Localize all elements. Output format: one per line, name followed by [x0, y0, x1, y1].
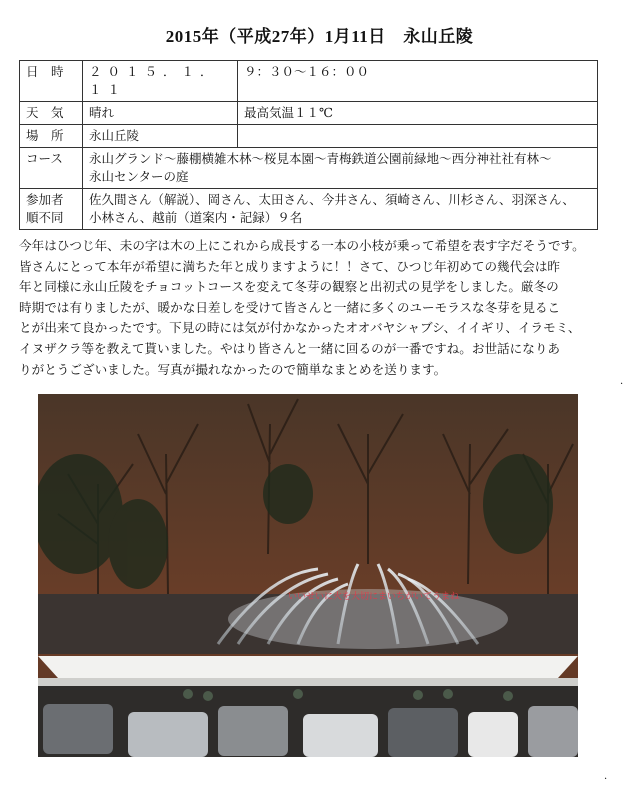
report-body — [19, 236, 621, 380]
body-line: 皆さんにとって本年が希望に満ちた年と成りますように！！さて、ひつじ年初めての幾代会は昨 — [19, 258, 561, 274]
label-weather: 天 気 — [20, 102, 83, 125]
value-temperature: 最高気温１１℃ — [238, 102, 598, 125]
body-line: りがとうございました。写真が撮れなかったので簡単なまとめを送ります。 — [19, 361, 447, 377]
body-line: 年と同様に永山丘陵をチョコットコースを変えて冬芽の観察と出初式の見学をしました。厳冬の — [19, 279, 559, 295]
value-place: 永山丘陵 — [83, 125, 238, 148]
photo-banner: いいせいに火を大切にまいちがいてうまね — [288, 592, 460, 602]
event-photo — [38, 394, 578, 757]
label-course: コース — [20, 148, 83, 189]
label-participants — [20, 189, 83, 230]
row-place — [20, 125, 598, 148]
participants-line-2: 小林さん、越前（道案内・記録）９名 — [89, 210, 303, 225]
row-weather — [20, 102, 598, 125]
tent-canopy — [38, 656, 578, 678]
event-info-table — [19, 60, 598, 230]
value-time: ９：３０～１６：００ — [238, 61, 598, 102]
participants-label-2: 順不同 — [26, 210, 64, 225]
stray-dot: . — [620, 376, 624, 387]
body-line: とが出来て良かったです。下見の時には気が付かなかったオオバヤシャブシ、イイギリ、イラモミ、 — [19, 320, 581, 336]
label-date: 日 時 — [20, 61, 83, 102]
body-line: 今年はひつじ年、未の字は木の上にこれから成長する一本の小枝が乗って希望を表す字だそうです。 — [19, 238, 585, 253]
body-line: 時期では有りましたが、暖かな日差しを受けて皆さんと一緒に多くのユーモラスな冬芽を見るこ — [19, 299, 561, 315]
value-place-empty — [238, 125, 598, 148]
value-course — [83, 148, 598, 189]
row-date — [20, 61, 598, 102]
body-line: イヌザクラ等を教えて貰いました。やはり皆さんと一緒に回るのが一番ですね。お世話になりあ — [19, 340, 561, 356]
row-course — [20, 148, 598, 189]
participants-label-1: 参加者 — [26, 192, 64, 207]
value-date: ２０１５．１．１１ — [83, 61, 238, 102]
tent-edge — [38, 678, 578, 686]
label-place: 場 所 — [20, 125, 83, 148]
stray-dot: . — [604, 771, 608, 782]
value-weather: 晴れ — [83, 102, 238, 125]
value-participants — [83, 189, 598, 230]
photo-illustration — [38, 394, 578, 757]
row-participants — [20, 189, 598, 230]
page-title: 2015年（平成27年）1月11日 永山丘陵 — [165, 27, 474, 46]
participants-line-1: 佐久間さん（解説）、岡さん、太田さん、今井さん、須崎さん、川杉さん、羽深さん、 — [89, 192, 575, 207]
course-line-1: 永山グランド～藤棚横雑木林～桜見本園～青梅鉄道公園前緑地～西分神社社有林～ — [89, 151, 552, 166]
course-line-2: 永山センターの庭 — [89, 169, 189, 184]
